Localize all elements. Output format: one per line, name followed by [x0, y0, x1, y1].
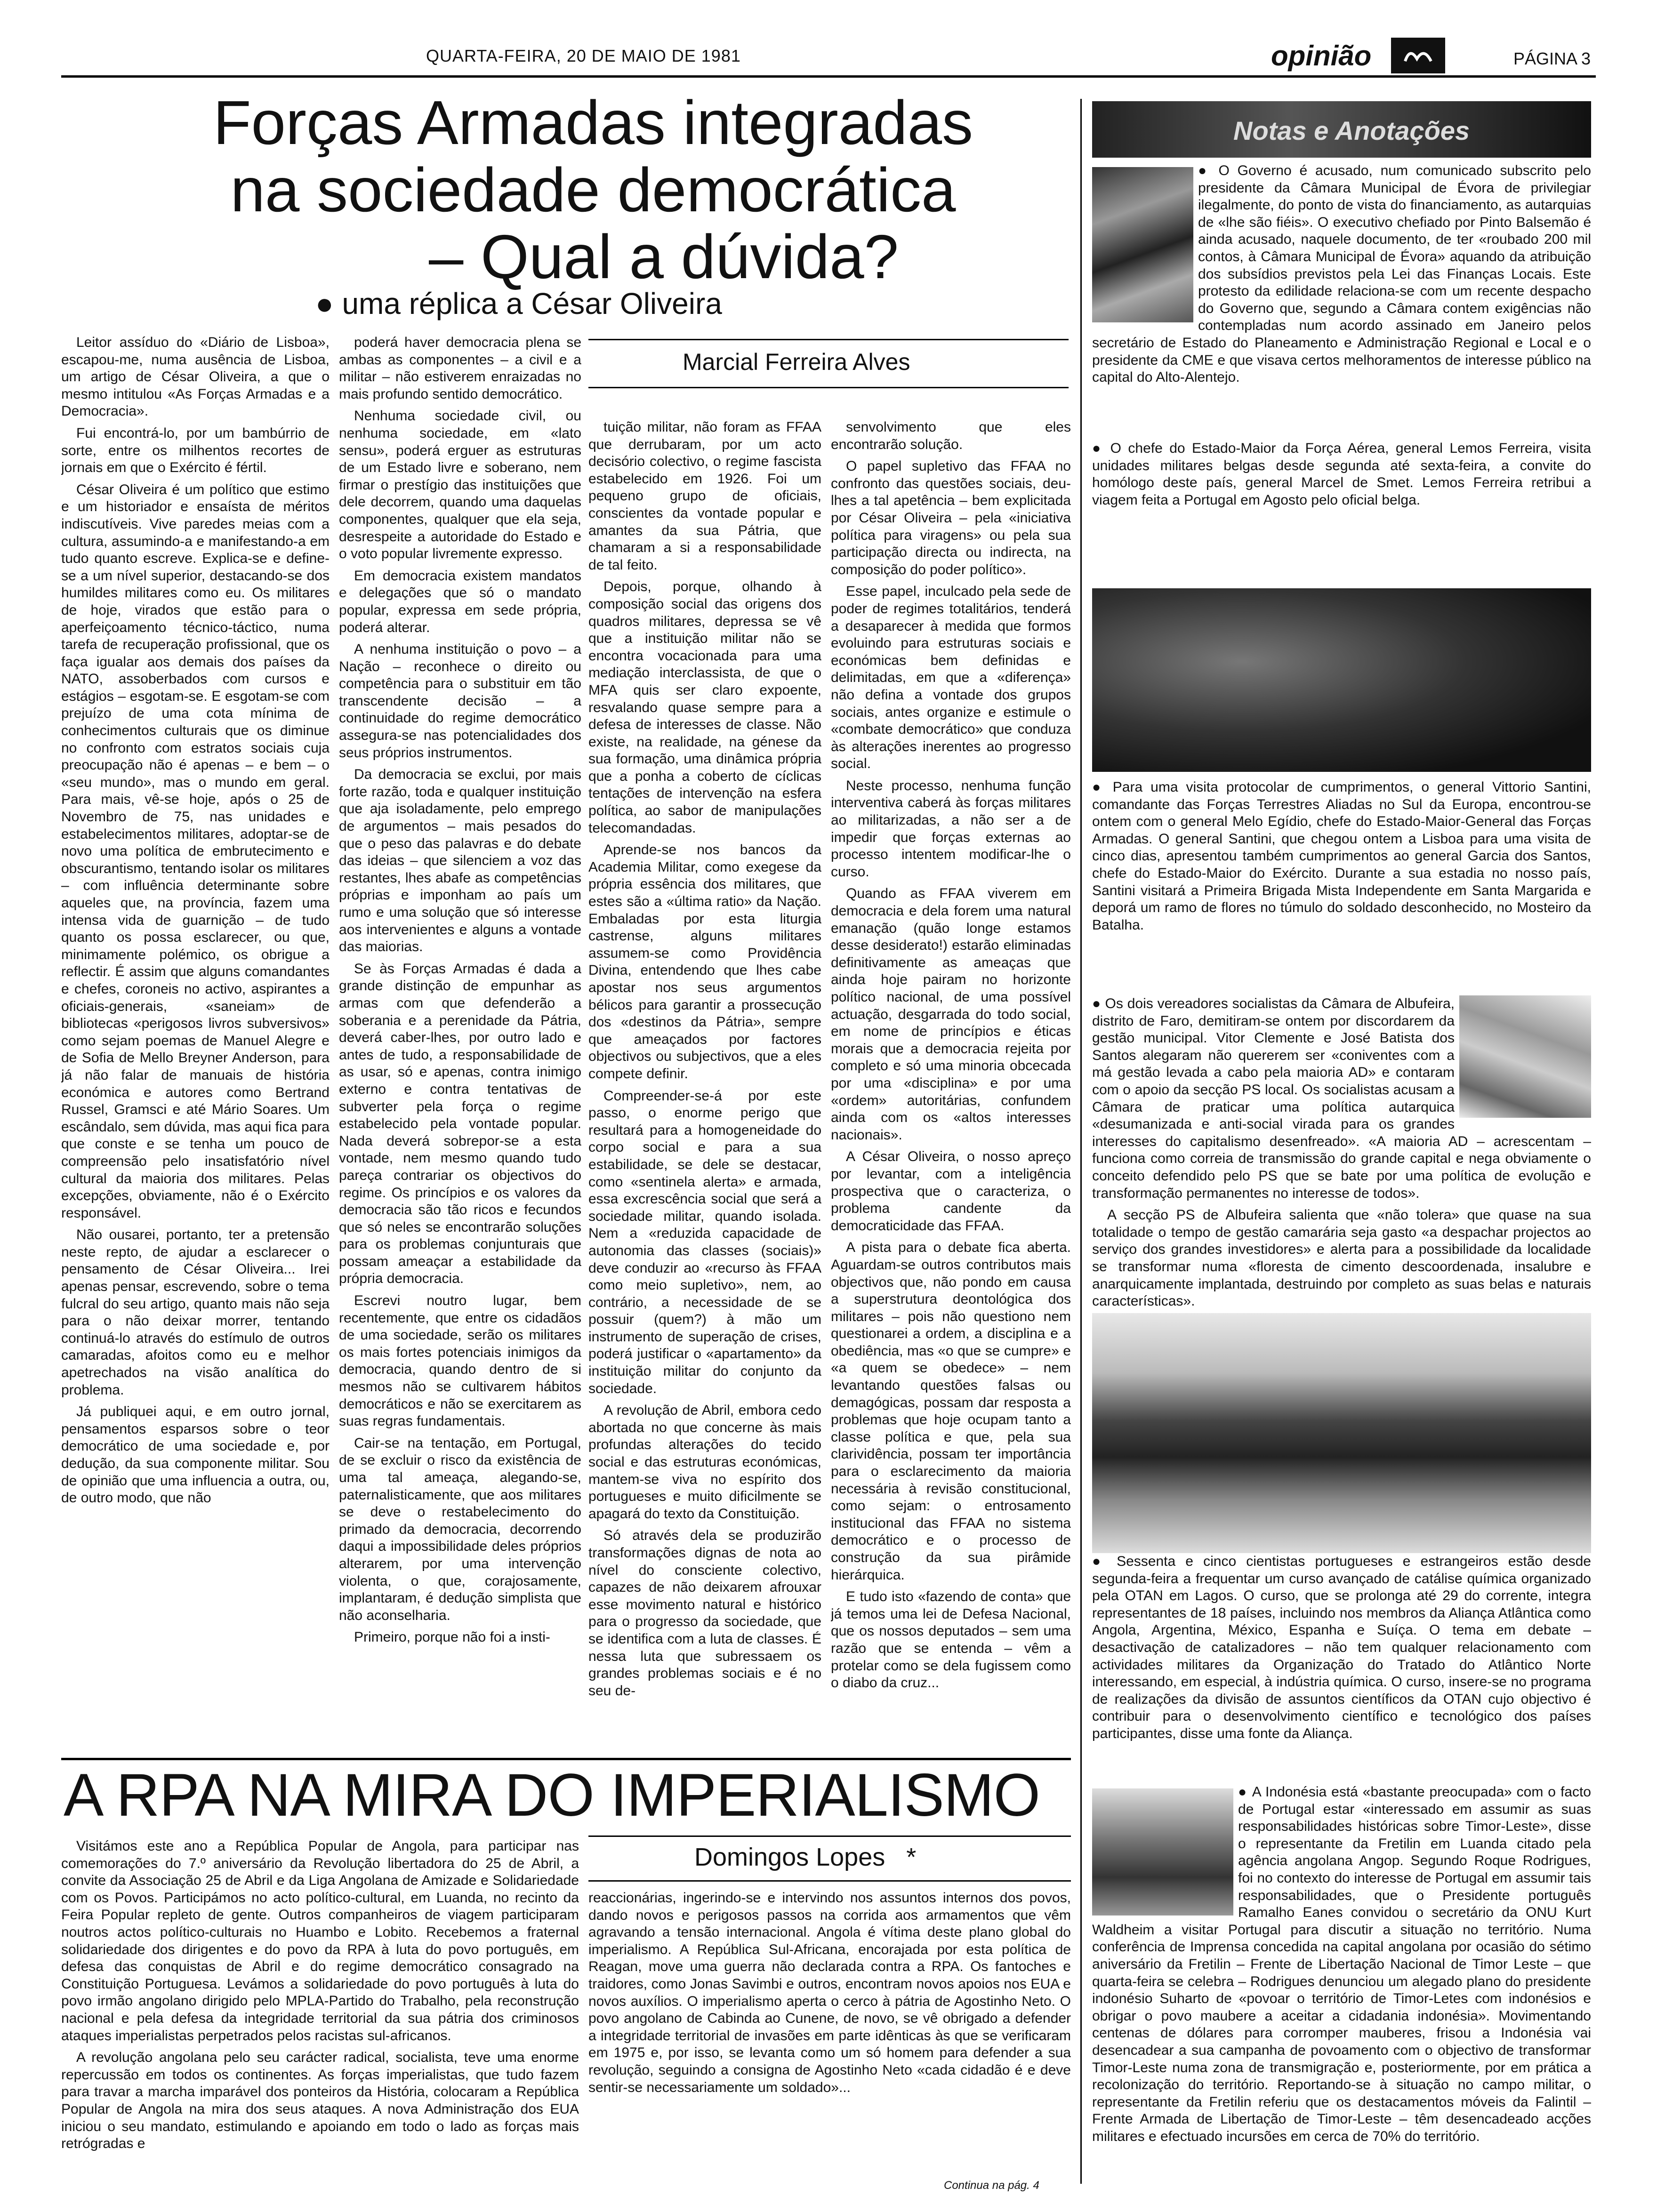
article2-byline-rule-top	[588, 1835, 1071, 1837]
article2-byline	[694, 1843, 916, 1872]
article1-headline-line-1: Forças Armadas integradas	[213, 88, 973, 157]
masthead-section-badge	[1271, 38, 1450, 74]
article1-col2-paragraph: Se às Forças Armadas é dada a grande distinção de empunhar as armas com que defenderão a soberania e a perenidade da Pátria, deverá caber-lhes, por outro lado e antes de tudo, a responsabilidade de as usar, só e apenas, contra inimigo externo e contra tentativas de subverter pela força o regime estabelecido pela vontade popular. Nada deverá sobrepor-se a esta vontade, nem mesmo quando tudo pareça contrariar os objectivos do regime. Os princípios e os valores da democracia são tão ricos e fecundos que só neles se encontrarão soluções para os problemas conjunturais que possam ameaçar a estabilidade da própria democracia.	[339, 961, 581, 1287]
sidebar-brief-text: ● Sessenta e cinco cientistas portugueses e estrangeiros estão desde segunda-feira a frequentar um curso avançado de catálise química organizado pela OTAN em Lagos. O curso, que se prolonga até 29 do corrente, integra representantes de 18 países, incluindo nos membros da Aliança Atlântica como Angola, Argentina, México, Espanha e Suíça. O tema em debate – desactivação de catalizadores – não tem qualquer relacionamento com actividades militares da Organização do Tratado do Atlântico Norte interessando, em especial, à indústria química. O curso, insere-se no programa de realizações da divisão de assuntos científicos da OTAN cujo objectivo é contribuir para o desenvolvimento científico e tecnológico dos países participantes, disse uma fonte da Aliança.	[1092, 1553, 1591, 1743]
subhead-bullet-icon: ●	[315, 287, 342, 321]
article2-continued-link[interactable]: Continua na pág. 4	[944, 2179, 1039, 2192]
article1-headline-line-2: na sociedade democrática	[230, 155, 956, 224]
sidebar-brief-text: ● Os dois vereadores socialistas da Câmara de Albufeira, distrito de Faro, demitiram-se ontem por discordarem da gestão municipal. Vitor Clemente e José Batista dos Santos alegaram não quererem ser «coniventes com a má gestão levada a cabo pela maioria AD» e contaram com o apoio da secção PS local. Os socialistas acusam a Câmara de praticar uma política autarquica «desumanizada e anti-social virada para os grandes interesses do capitalismo desenfreado». «A maioria AD – acrescentam – funciona como correia de transmissão do grande capital e nega obviamente o conceito defendido pelo PS que se bate por uma política de evolução e transformação permanentes no interesse de todos».	[1092, 995, 1591, 1202]
sidebar-banner	[1092, 101, 1591, 158]
sidebar-brief-otan	[1092, 1553, 1591, 1774]
article1-col3-paragraph: Só através dela se produzirão transformações dignas de nota ao nível do consciente colectivo, capazes de não deixarem afrouxar esse movimento natural e histórico para o progresso da sociedade, que se identifica com a luta de classes. É nessa luta que subressaem os grandes problemas sociais e é no seu de-	[588, 1528, 821, 1699]
article1-col4-paragraph: senvolvimento que eles encontrarão solução.	[831, 419, 1071, 452]
sidebar-brief-timor	[1092, 1784, 1591, 2198]
article2-headline: A RPA NA MIRA DO IMPERIALISMO	[64, 1762, 1040, 1829]
sidebar-banner-title: Notas e Anotações	[1233, 116, 1470, 145]
article1-col1-paragraph: César Oliveira é um político que estimo e um historiador e ensaísta de méritos indiscutíveis. Vive paredes meias com a cultura, assumindo-a e manifestando-a em tudo quanto escreve. Explica-se e define-se a um nível superior, destacando-se dos humildes militares como eu. Os militares de hoje, virados que estão para o aperfeiçoamento técnico-táctico, numa tarefa de recuperação profissional, que os faça igualar aos demais dos países da NATO, assoberbados com cursos e estágios – esgotam-se. E esgotam-se com prejuízo de uma cota mínima de conhecimentos culturais que os diminue no confronto com estratos sociais cuja preocupação não é apenas – e bem – o «seu mundo», mas o mundo em geral. Para mais, vê-se hoje, após o 25 de Novembro de 75, nas unidades e estabelecimentos militares, adoptar-se de novo uma política de embrutecimento e obscurantismo, tentando isolar os militares – com influência determinante sobre aqueles que, na província, fazem uma intensa vida de guarnição – de tudo quanto os possa esclarecer, ou que, minimamente polémico, os obrigue a reflectir. É assim que alguns comandantes e chefes, coroneis no activo, aspirantes a oficiais-generais, «saneiam» de bibliotecas «perigosos livros subversivos» como sejam poemas de Manuel Alegre e de Sofia de Mello Breyner Anderson, para já não falar de manuais de história económica e autores como Bertrand Russel, Gramsci e até Mário Soares. Um escândalo, sem dúvida, mas aqui fica para que conste e se tenha um pouco de compreensão pelo insatisfatório nível cultural da maioria dos militares. Pelas excepções, obviamente, não é o Exército responsável.	[61, 481, 330, 1221]
article1-byline: Marcial Ferreira Alves	[683, 349, 910, 375]
article1-col4-paragraph: E tudo isto «fazendo de conta» que já temos uma lei de Defesa Nacional, que os nossos deputados – sem uma razão que se entenda – vêm a protelar como se dela fugissem como o diabo da cruz...	[831, 1589, 1071, 1691]
article2-column-1	[61, 1838, 579, 2196]
article1-col1-paragraph: Leitor assíduo do «Diário de Lisboa», escapou-me, numa ausência de Lisboa, um artigo de César Oliveira, a que o mesmo intitulou «As Forças Armadas e a Democracia».	[61, 335, 330, 419]
article1-col2-paragraph: A nenhuma instituição o povo – a Nação – reconhece o direito ou competência para o substituir em tão transcendente decisão – a continuidade do regime democrático assegura-se nas potencialidades dos seus próprios instrumentos.	[339, 641, 581, 761]
article2-col1-paragraph: A revolução angolana pelo seu carácter radical, socialista, teve uma enorme repercussão em todos os continentes. As forças imperialistas, que tudo fazem para travar a marcha imparável dos ponteiros da História, colocaram a República Popular de Angola na mira dos seus ataques. A nova Administração dos EUA iniciou o seu mandato, estimulando e apoiando em todo o lado as forças mais retrógradas e	[61, 2050, 579, 2152]
article1-col3-paragraph: A revolução de Abril, embora cedo abortada no que concerne às mais profundas alterações do tecido social e das estruturas económicas, mantem-se viva no espírito dos portugueses e muito dificilmente se apagará do texto da Constituição.	[588, 1403, 821, 1522]
article1-col2-paragraph: Primeiro, porque não foi a insti-	[354, 1629, 550, 1645]
article2-top-rule	[61, 1758, 1071, 1760]
section-logo-icon	[1391, 38, 1445, 73]
article1-col3-paragraph: Compreender-se-á por este passo, o enorme perigo que resultará para a homogeneidade do corpo social e para a sua estabilidade, se dele se destacar, como «sentinela alerta» e armada, essa excrescência social que será a sociedade militar, quando isolada. Nem a «reduzida capacidade de autonomia das classes (sociais)» deve conduzir ao «recurso às FFAA como meio supletivo», nem, ao contrário, a necessidade de se possuir (quem?) à mão um instrumento de superação de crises, poderá justificar o «apartamento» da instituição militar do conjunto da sociedade.	[588, 1088, 821, 1396]
article2-column-2	[588, 1890, 1071, 2153]
article1-col4-paragraph: O papel supletivo das FFAA no confronto das questões sociais, deu-lhes a tal apetência – bem explicitada por César Oliveira – pela «iniciativa política para viragens» ou pela sua participação directa ou indirecta, na composição do poder político».	[831, 458, 1071, 577]
sidebar-brief-text: ● Para uma visita protocolar de cumprimentos, o general Vittorio Santini, comandante das Forças Terrestres Aliadas no Sul da Europa, encontrou-se ontem com o general Melo Egídio, chefe do Estado-Maior-General das Forças Armadas. O general Santini, que chegou ontem a Lisboa para uma visita de cinco dias, apresentou também cumprimentos ao general Garcia dos Santos, chefe do Estado-Maior do Exército. Durante a sua estadia no nosso país, Santini visitará a Primeira Brigada Mista Independente em Santa Margarida e deporá um ramo de flores no túmulo do soldado desconhecido, no Mosteiro da Batalha.	[1092, 779, 1591, 934]
article1-col4-paragraph: A pista para o debate fica aberta. Aguardam-se outros contributos mais objectivos que, não pondo em causa a superstrutura deontológica dos militares – pois não questiono nem questionarei a ordem, a disciplina e a obediência, mas «o que se cumpre» e «a quem se obedece» – nem levantando questões falsas ou demagógicas, possam dar resposta a problemas que hoje ocupam tanto a classe política e que, pela sua clarividência, possam ter importância para o esclarecimento da maioria necessária à revisão constitucional, como sejam: o entrosamento institucional das FFAA no sistema democrático e o processo de construção da sua pirâmide hierárquica.	[831, 1240, 1071, 1583]
sidebar-brief-text: ● O Governo é acusado, num comunicado subscrito pelo presidente da Câmara Municipal de Évora de privilegiar ilegalmente, do ponto de vista do financiamento, as autarquias de «lhe são fiéis». O executivo chefiado por Pinto Balsemão é ainda acusado, naquele documento, de ter «roubado 200 mil contos, à Câmara Municipal de Évora» aquando da atribuição dos subsídios previstos pela Lei das Finanças Locais. Este protesto da edilidade relaciona-se com um recente despacho do Governo que, segundo a Câmara contem exigências não contempladas num acordo assinado em Janeiro pelos secretário de Estado do Planeamento e Administração Regional e Local e o presidente da CME e que visava certos melhoramentos de interesse público na capital do Alto-Alentejo.	[1092, 162, 1591, 386]
masthead-section: opinião	[1271, 40, 1372, 72]
article1-column-4	[831, 419, 1071, 1746]
article1-headline	[122, 89, 1064, 291]
masthead-page-number: PÁGINA 3	[1513, 49, 1591, 68]
article1-col1-paragraph: Fui encontrá-lo, por um bambúrrio de sorte, entre os milhentos recortes de jornais em que o Exército é fértil.	[61, 425, 330, 476]
sidebar-column-rule	[1080, 99, 1082, 2184]
article1-col1-paragraph: Não ousarei, portanto, ter a pretensão neste repto, de ajudar a esclarecer o pensamento de César Oliveira... Irei apenas pensar, escrevendo, sobre o tema fulcral do seu artigo, quanto mais não seja para o não deixar morrer, tentando continuá-lo através do estímulo de outros camaradas, afoitos como eu e melhor apetrechados na visão analítica do problema.	[61, 1227, 330, 1398]
article1-col3-paragraph: tuição militar, não foram as FFAA que derrubaram, por um acto decisório colectivo, o regime fascista estabelecido em 1926. Foi um pequeno grupo de oficiais, conscientes da vontade popular e amantes da sua Pátria, que chamaram a si a responsabilidade de tal feito.	[588, 419, 821, 573]
article2-byline-rule-bottom	[588, 1880, 1071, 1882]
article1-col2-paragraph: Cair-se na tentação, em Portugal, de se excluir o risco da existência de uma tal ameaça, alegando-se, paternalisticamente, que aos militares se deve o restabelecimento do primado da democracia, decorrendo daqui a impossibilidade deles próprios alterarem, por uma intervenção violenta, o que, corajosamente, implantaram, é dedução simplista que não aconselharia.	[339, 1435, 581, 1623]
article1-col4-paragraph: Neste processo, nenhuma função interventiva caberá às forças militares ao militarizadas, a não ser a de impedir que forças externas ao processo intentem modificar-lhe o curso.	[831, 777, 1071, 880]
article1-col3-paragraph: Depois, porque, olhando à composição social das origens dos quadros militares, depressa se vê que a instituição militar não se encontra vocacionada para uma mediação interclassista, de que o MFA quis ser claro expoente, resvalando quase sempre para a defesa de interesses de classe. Não existe, na realidade, na génese da sua formação, uma dinâmica própria que a ponha a coberto de cíclicas tentações de intervenção na esfera política, ao sabor de manipulações telecomandadas.	[588, 579, 821, 836]
article1-subhead	[315, 286, 722, 321]
article2-author-mark: *	[906, 1843, 917, 1871]
byline-rule-bottom	[588, 387, 1069, 388]
masthead-rule	[61, 75, 1596, 78]
sidebar-brief-text: ● A Indonésia está «bastante preocupada» com o facto de Portugal estar «interessado em assumir as suas responsabilidades históricas sobre Timor-Leste», disse o representante da Fretilin em Luanda citado pela agência angolana Angop. Segundo Roque Rodrigues, foi no contexto do interesse de Portugal em assumir tais responsabilidades, que o Presidente português Ramalho Eanes convidou o secretário da ONU Kurt Waldheim a visitar Portugal para discutir a situação no território. Numa conferência de Imprensa concedida na capital angolana por ocasião do sétimo aniversário da Fretilin – Frente de Libertação Nacional de Timor Leste – que quarta-feira se celebra – Rodrigues denunciou um alegado plano do presidente indonésio Suharto de «povoar o território de Timor-Letes com indonésios e obrigar o povo maubere a aceitar a cidadania indonésia». Movimentando centenas de dólares para corromper mauberes, frisou a Indonésia vai desencadear a sua campanha de povoamento com o objectivo de transformar Timor-Leste numa zona de transmigração e, posteriormente, por em prática a recolonização do território. Reportando-se à situação no campo militar, o representante da Fretilin referiu que os destacamentos móveis da Falintil – Frente Armada de Libertação de Timor-Leste – têm desencadeado acções militares e efectuado incursões em cerca de 70% do território.	[1092, 1784, 1591, 2145]
sidebar-brief-evora	[1092, 162, 1591, 426]
article1-col4-paragraph: A César Oliveira, o nosso apreço por levantar, com a inteligência prospectiva que o caracteriza, o problema candente da democraticidade das FFAA.	[831, 1149, 1071, 1234]
article1-col2-paragraph: Nenhuma sociedade civil, ou nenhuma sociedade, em «lato sensu», poderá erguer as estruturas de um Estado livre e soberano, nem firmar o prestígio das instituições que dele decorrem, quando uma daquelas componentes, qualquer que ela seja, desrespeite a autoridade do Estado e o voto popular livremente expresso.	[339, 408, 581, 562]
article1-column-3	[588, 419, 821, 1746]
article1-subhead-text: uma réplica a César Oliveira	[342, 287, 722, 321]
sidebar-brief-text: ● O chefe do Estado-Maior da Força Aérea, general Lemos Ferreira, visita unidades militares belgas desde segunda até sexta-feira, a convite do homólogo deste país, general Marcel de Smet. Lemos Ferreira retribui a viagem feita a Portugal em Agosto pelo oficial belga.	[1092, 440, 1591, 509]
article2-author: Domingos Lopes	[694, 1843, 885, 1871]
article1-column-1	[61, 334, 330, 1746]
masthead-date: QUARTA-FEIRA, 20 DE MAIO DE 1981	[426, 46, 741, 65]
article1-col4-paragraph: Esse papel, inculcado pela sede de poder de regimes totalitários, tenderá a desaparecer à medida que formos evoluindo para estruturas sociais e económicas bem definidas e delimitadas, em que a «diferença» não defina a vontade dos grupos sociais, antes organize e estimule o «combate democrático» que conduza às alterações inerentes ao progresso social.	[831, 584, 1071, 772]
article1-col2-paragraph: Em democracia existem mandatos e delegações que só o mandato popular, expressa em sede própria, poderá alterar.	[339, 568, 581, 635]
article2-col2-paragraph: reaccionárias, ingerindo-se e intervindo nos assuntos internos dos povos, dando novos e perigosos passos na corrida aos armamentos que vêm agravando a tensão internacional. Angola é vítima deste plano global do imperialismo. A República Sul-Africana, encorajada por esta política de Reagan, move uma guerra não declarada contra a RPA. Os fantoches e traidores, como Jonas Savimbi e outros, encontram novos apoios nos EUA e novos auxílios. O imperialismo aperta o cerco à pátria de Agostinho Neto. O povo angolano de Cabinda ao Cunene, de novo, se vê obrigado a defender a integridade territorial de invasões em parte idênticas às que se verificaram em 1975 e, por isso, se levanta como um só homem para defender a sua revolução, seguindo a consigna de Agostinho Neto «cada cidadão é e deve sentir-se necessariamente um soldado»...	[588, 1890, 1071, 2095]
article2-col1-paragraph: Visitámos este ano a República Popular de Angola, para participar nas comemorações do 7.º aniversário da Revolução libertadora do 25 de Abril, a convite da Associação 25 de Abril e da Liga Angolana de Amizade e Solidariedade com os Povos. Participámos no acto político-cultural, em Luanda, no recinto da Feira Popular repleto de gente. Outros companheiros de viagem participaram noutros actos político-culturais no Huambo e Lobito. Recebemos a fraternal solidariedade dos dirigentes e do povo da RPA à luta do povo português, em defesa das conquistas de Abril e do regime democrático consagrado na Constituição Portuguesa. Levámos a solidariedade do povo português à luta do povo irmão angolano dirigido pelo MPLA-Partido do Trabalho, pela reconstrução nacional e pela defesa da integridade territorial da sua pátria dos criminosos ataques imperialistas perpetrados pelos racistas sul-africanos.	[61, 1838, 579, 2044]
generals-meeting-photo	[1092, 588, 1591, 772]
article1-col2-paragraph: Da democracia se exclui, por mais forte razão, toda e qualquer instituição que aja isoladamente, pelo emprego de argumentos – mais pesados do que o peso das palavras e do debate das ideias – que silenciem a voz das restantes, lhes abafe as competências próprias e imponham ao país um rumo e uma solução que só interesse aos intervenientes e alguns a vontade das maiorias.	[339, 767, 581, 955]
article1-col1-paragraph: Já publiquei aqui, e em outro jornal, pensamentos esparsos sobre o teor democrático de uma sociedade e, por dedução, da sua componente militar. Sou de opinião que uma influencia a outra, ou, de outro modo, que não	[61, 1404, 330, 1506]
article1-col4-paragraph: Quando as FFAA viverem em democracia e dela forem uma natural emanação (quão longe estamos desse desiderato!) estarão eliminadas definitivamente as ameaças que ainda hoje pairam no horizonte político nacional, de uma possível actuação, desgarrada do todo social, em nome de princípios e éticas morais que a democracia rejeita por completo e só uma minoria obcecada por uma «disciplina» e por uma «ordem» autoritárias, confundem ainda com os «altos interesses nacionais».	[831, 886, 1071, 1143]
sidebar-brief-santini	[1092, 779, 1591, 986]
lagos-coast-photo	[1092, 1313, 1591, 1553]
sidebar-brief-air-force	[1092, 440, 1591, 548]
article1-col2-paragraph: Escrevi noutro lugar, bem recentemente, que entre os cidadãos de uma sociedade, serão os militares os mais fortes potenciais inimigos da democracia, quando dentro de si mesmos não se cultivarem hábitos democráticos e não se exercitarem as suas regras fundamentais.	[339, 1293, 581, 1429]
sidebar-brief-text: A secção PS de Albufeira salienta que «não tolera» que quase na sua totalidade o tempo de gestão camarária seja gasto «a despachar projectos ao serviço dos grandes investidores» e alerta para a possibilidade da localidade se transformar numa «floresta de cimento descoordenada, insalubre e anarquicamente implantada, destruindo por completo as suas belas e naturais características».	[1092, 1207, 1591, 1309]
article1-col2-paragraph: poderá haver democracia plena se ambas as componentes – a civil e a militar – não estiverem enraizadas no mais profundo sentido democrático.	[339, 335, 581, 402]
article1-col3-paragraph: Aprende-se nos bancos da Academia Militar, como exegese da própria essência dos militares, que estes são a «última ratio» da Nação. Embaladas por esta liturgia castrense, alguns militares assumem-se como Providência Divina, entendendo que lhes cabe apostar nos seus argumentos bélicos para garantir a prossecução dos «destinos da Pátria», sempre que ameaçados por factores objectivos ou subjectivos, que a eles compete definir.	[588, 842, 821, 1082]
article1-headline-line-3: – Qual a dúvida?	[428, 222, 899, 292]
byline-rule-top	[588, 339, 1069, 340]
article1-column-2	[339, 334, 581, 1746]
